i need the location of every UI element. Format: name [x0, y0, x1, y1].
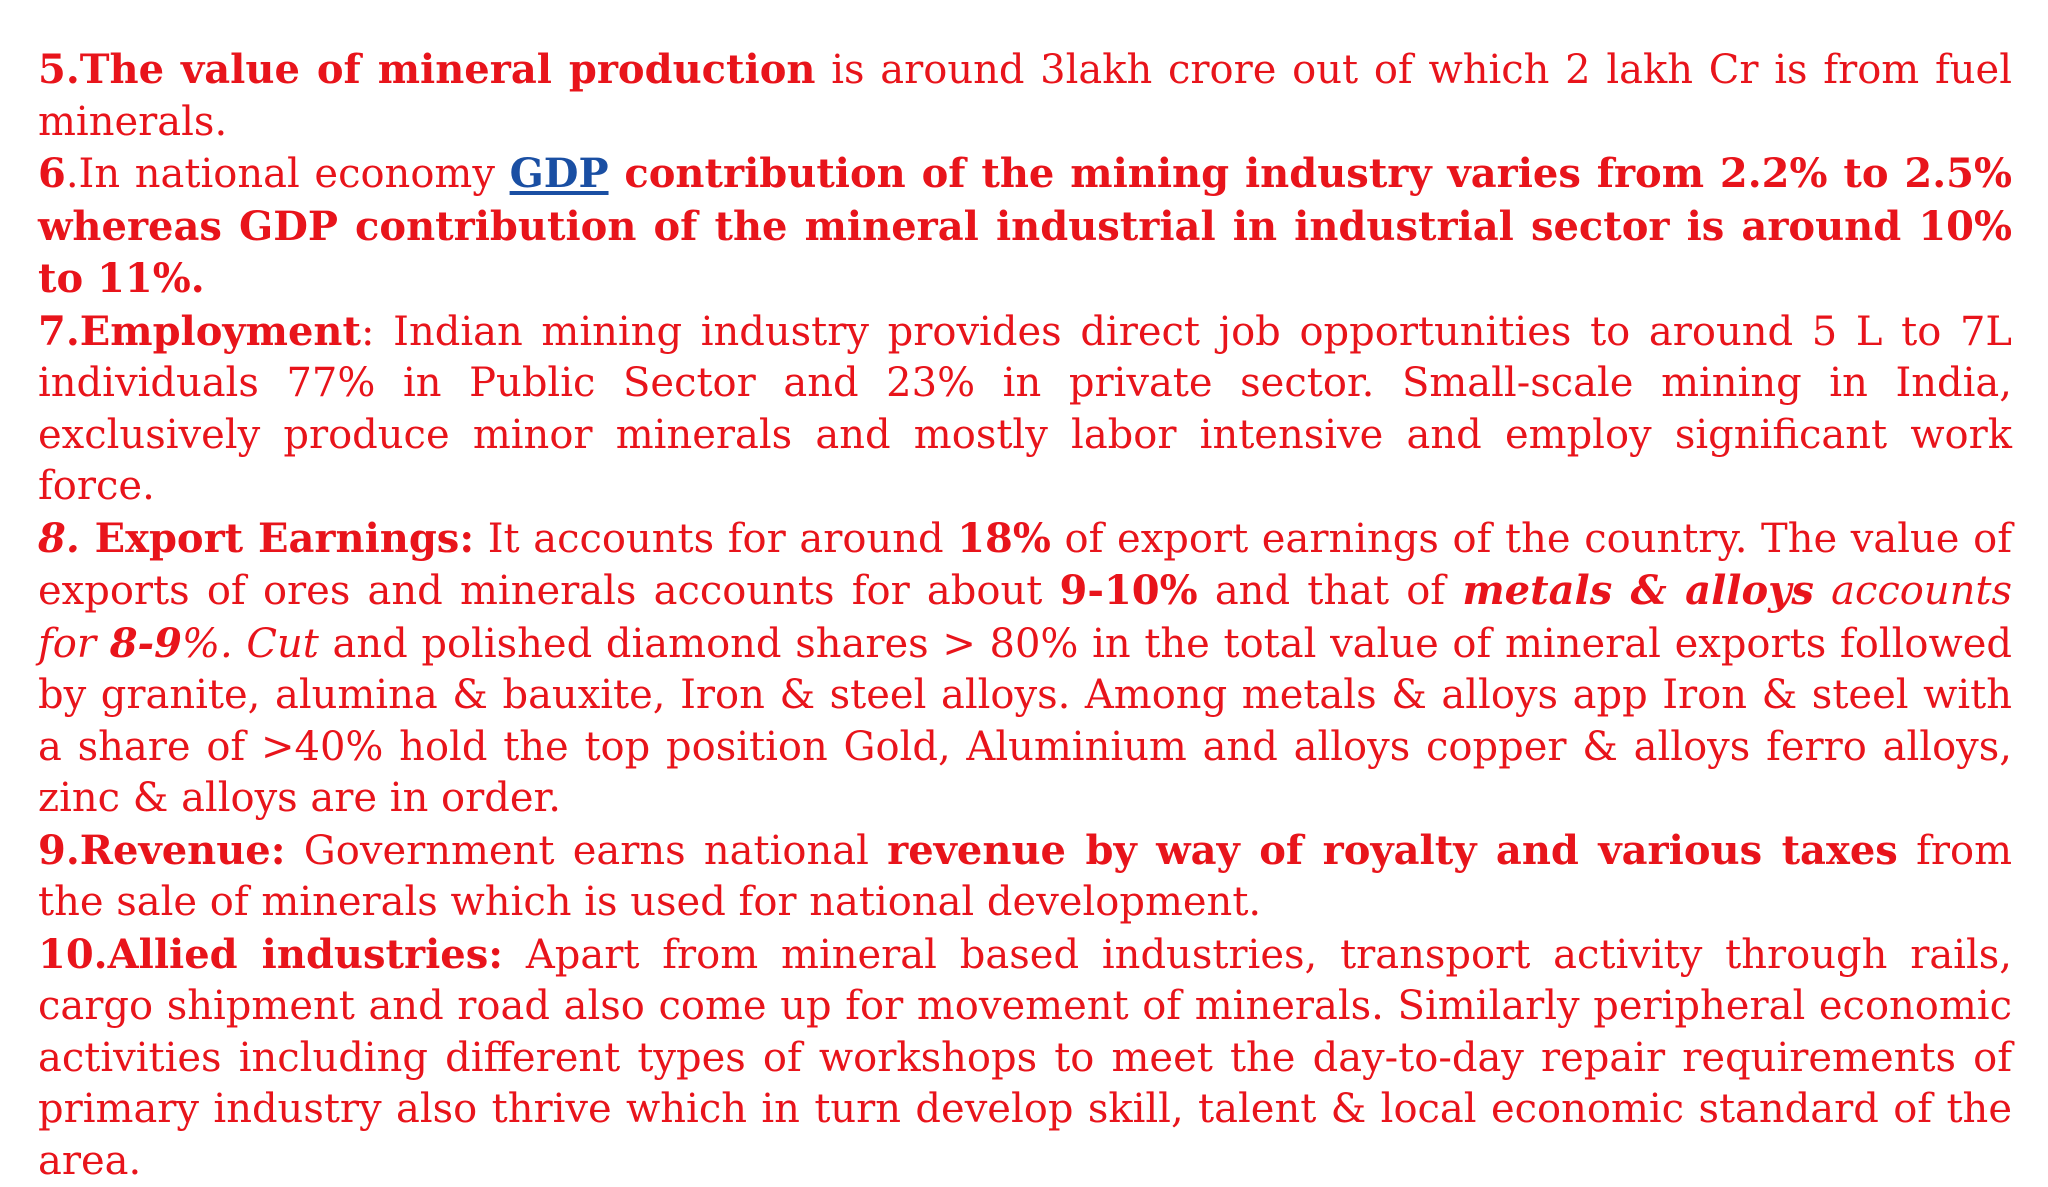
paragraph-8-text-4: and polished diamond shares > 80% in the total value of mineral exports followed by granite, alumina & bauxite, Iron & steel alloys. Among metals & alloys app Iron & steel with a share of >40% hold the top position Gold, Aluminium and alloys copper & alloys ferro alloys, zinc & alloys are in order. [38, 621, 2012, 822]
heading-revenue: 9.Revenue: [38, 827, 286, 874]
document-page [38, 44, 2012, 1152]
paragraph-8-italic-1: accounts for [38, 568, 2012, 667]
paragraph-9 [38, 825, 2012, 929]
paragraph-9-text-1: Government earns national [286, 828, 888, 874]
paragraph-5 [38, 44, 2012, 148]
paragraph-9-text-2: from the sale of minerals which is used for national development. [38, 828, 2012, 926]
paragraph-7 [38, 306, 2012, 513]
export-share-value: 18% [957, 515, 1051, 562]
paragraph-6 [38, 148, 2012, 306]
paragraph-6-intro: .In national economy [66, 151, 510, 197]
heading-mineral-production: 5.The value of mineral production [38, 46, 815, 93]
paragraph-8-text-1: It accounts for around [474, 516, 957, 562]
metals-alloys-term: metals & alloys [1462, 567, 1814, 614]
paragraph-5-text: is around 3lakh crore out of which 2 lakh Cr is from fuel minerals. [38, 47, 2012, 145]
ores-share-value: 9-10% [1060, 567, 1198, 614]
revenue-bold-text: revenue by way of royalty and various taxes [887, 827, 1898, 874]
paragraph-7-text: : Indian mining industry provides direct job opportunities to around 5 L to 7L individuals 77% in Public Sector and 23% in private sector. Small-scale mining in India, exclusively produce minor minerals and mostly labor intensive and employ significant work force. [38, 309, 2012, 510]
paragraph-10-text: Apart from mineral based industries, transport activity through rails, cargo shipment and road also come up for movement of minerals. Similarly peripheral economic activities including different types of workshops to meet the day-to-day repair requirements of primary industry also thrive which in turn develop skill, talent & local economic standard of the area. [38, 932, 2012, 1184]
heading-allied-industries: 10.Allied industries: [38, 931, 503, 978]
paragraph-8-text-3: and that of [1198, 568, 1463, 614]
paragraph-8 [38, 513, 2012, 825]
heading-employment: 7.Employment [38, 308, 361, 355]
paragraph-8-italic-2: %. Cut [182, 621, 319, 667]
gdp-link[interactable]: GDP [510, 150, 609, 197]
item-number-6: 6 [38, 150, 66, 197]
item-number-8: 8. [38, 515, 80, 562]
paragraph-8-text-2: of export earnings of the country. The value of exports of ores and minerals accounts for about [38, 516, 2012, 615]
heading-export-earnings: Export Earnings: [80, 515, 474, 562]
paragraph-10 [38, 929, 2012, 1187]
paragraph-6-bold-text: contribution of the mining industry varies from 2.2% to 2.5% whereas GDP contribution of the mineral industrial in industrial sector is around 10% to 11%. [38, 150, 2012, 302]
metals-share-value: 8-9 [110, 620, 182, 667]
